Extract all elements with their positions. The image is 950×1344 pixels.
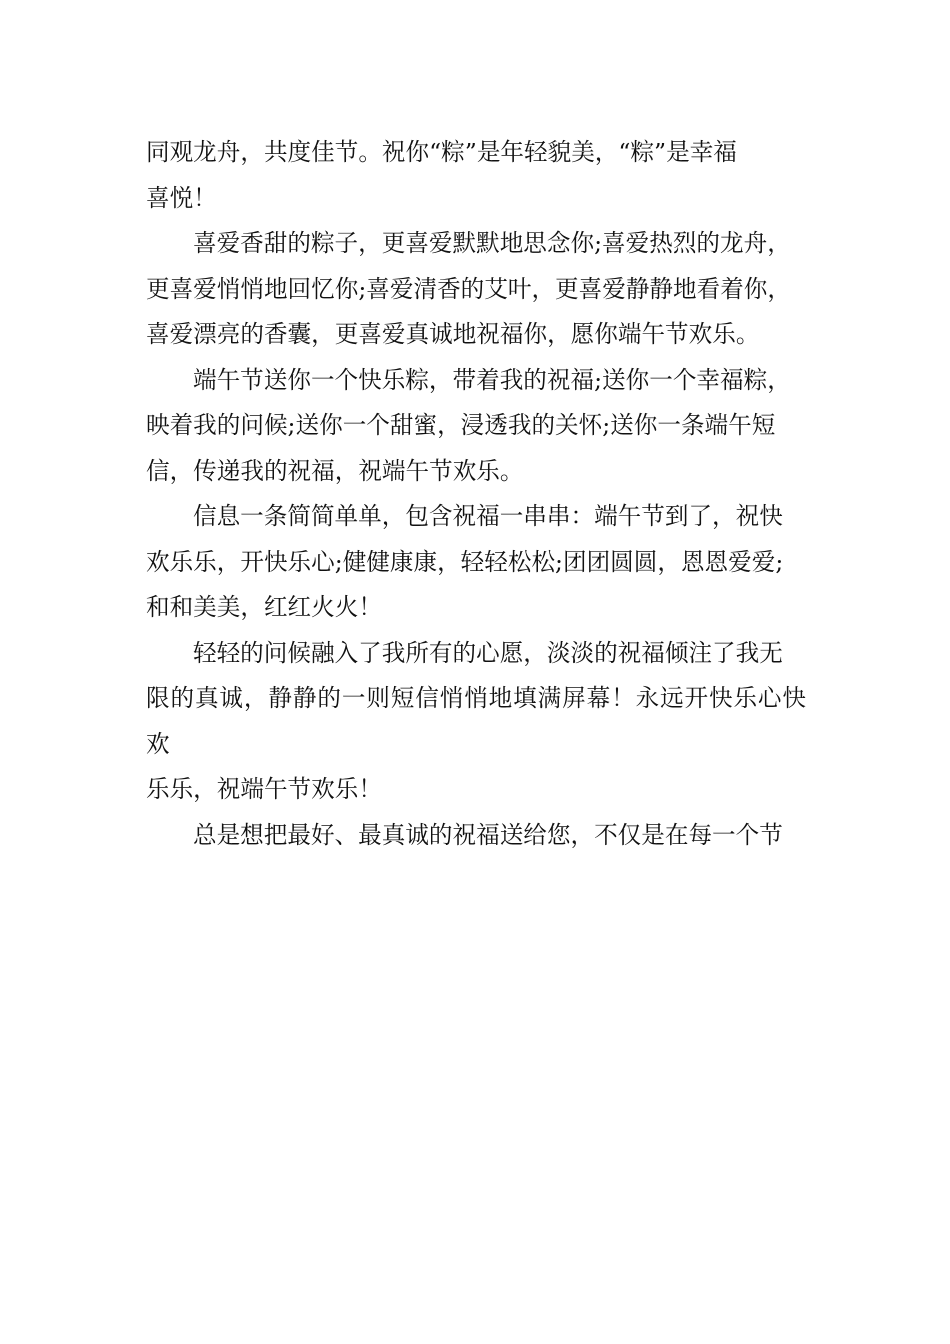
text-line: 信息一条简简单单，包含祝福一串串：端午节到了，祝快 (193, 502, 783, 530)
text-line: 同观龙舟，共度佳节。祝你“粽”是年轻貌美，“粽”是幸福 (146, 138, 737, 166)
text-line: 限的真诚，静静的一则短信悄悄地填满屏幕！永远开快乐心快欢 (146, 684, 806, 758)
text-line: 端午节送你一个快乐粽，带着我的祝福;送你一个幸福粽， (193, 365, 791, 394)
text-line: 喜爱漂亮的香囊，更喜爱真诚地祝福你，愿你端午节欢乐。 (146, 320, 760, 348)
paragraph-2 (146, 221, 806, 358)
text-line: 喜悦！ (146, 183, 217, 212)
paragraph-5 (146, 631, 806, 813)
paragraph-6 (146, 813, 806, 859)
text-line: 轻轻的问候融入了我所有的心愿，淡淡的祝福倾注了我无 (193, 638, 783, 667)
text-line: 和和美美，红红火火！ (146, 593, 382, 621)
paragraph-4 (146, 494, 806, 631)
text-line: 乐乐，祝端午节欢乐！ (146, 775, 382, 803)
paragraph-1 (146, 130, 806, 221)
text-line: 信，传递我的祝福，祝端午节欢乐。 (146, 456, 524, 485)
text-line: 欢乐乐，开快乐心;健健康康，轻轻松松;团团圆圆，恩恩爱爱; (146, 547, 784, 576)
text-line: 总是想把最好、最真诚的祝福送给您，不仅是在每一个节 (193, 820, 783, 849)
paragraph-3 (146, 358, 806, 495)
document-page (146, 130, 806, 858)
text-line: 映着我的问候;送你一个甜蜜，浸透我的关怀;送你一条端午短 (146, 411, 776, 439)
text-line: 更喜爱悄悄地回忆你;喜爱清香的艾叶，更喜爱静静地看着你， (146, 274, 791, 303)
text-line: 喜爱香甜的粽子，更喜爱默默地思念你;喜爱热烈的龙舟， (193, 229, 791, 257)
